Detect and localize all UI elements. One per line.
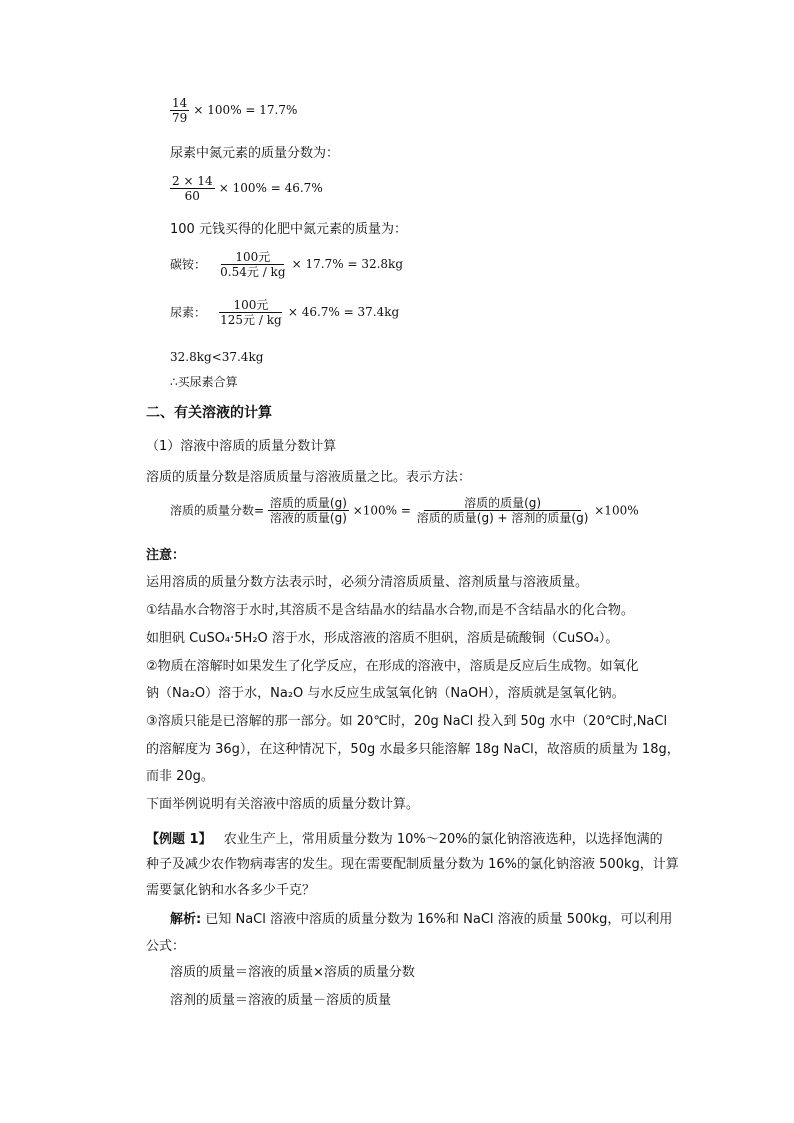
note-3-line-3: 而非 20g。	[146, 769, 214, 784]
mass-fraction-formula	[170, 496, 639, 525]
fraction-rest: × 100% = 17.7%	[193, 103, 298, 117]
fraction-numerator: 100元	[219, 298, 282, 313]
example-1-line-3: 需要氯化钠和水各多少千克？	[146, 883, 316, 898]
fraction-numerator: 14	[172, 96, 188, 110]
fraction-nitrogen-urea	[170, 174, 323, 203]
fraction-rest: × 17.7% = 32.8kg	[291, 257, 404, 271]
urea-heading: 尿素中氮元素的质量分数为：	[170, 146, 340, 161]
conclusion: ∴买尿素合算	[170, 375, 238, 389]
example-text: 农业生产上，常用质量分数为 10%～20%的氯化钠溶液选种，以选择饱满的	[223, 832, 663, 847]
subsection-title: （1）溶液中溶质的质量分数计算	[146, 439, 337, 454]
analysis-text: 已知 NaCl 溶液中溶质的质量分数为 16%和 NaCl 溶液的质量 500kg，可以利用	[205, 912, 673, 927]
fraction	[170, 174, 215, 203]
note-2-line-1: ②物质在溶解时如果发生了化学反应，在形成的溶液中，溶质是反应后生成物。如氧化	[146, 659, 639, 674]
fraction-numerator: 溶质的质量(g)	[269, 496, 347, 510]
fraction	[218, 298, 284, 327]
analysis-line-2: 公式：	[146, 939, 186, 954]
fraction-denominator: 0.54元 / kg	[220, 265, 286, 279]
comparison: 32.8kg<37.4kg	[170, 350, 264, 364]
fraction	[415, 496, 591, 525]
analysis-tag: 解析:	[170, 912, 202, 927]
fraction	[170, 96, 189, 125]
note-1-line-2: 如胆矾 CuSO₄·5H₂O 溶于水，形成溶液的溶质不胆矾，溶质是硫酸铜（CuSO₄）。	[146, 631, 619, 646]
fraction-rest: × 46.7% = 37.4kg	[287, 305, 400, 319]
fraction-denominator: 79	[172, 111, 188, 125]
ammonium-label: 碳铵：	[170, 257, 207, 272]
fraction-denominator: 125元 / kg	[220, 313, 282, 327]
example-1-line-2: 种子及减少农作物病毒害的发生。现在需要配制质量分数为 16%的氯化钠溶液 500kg，计算	[146, 857, 679, 872]
fraction-denominator: 溶液的质量(g)	[269, 511, 347, 525]
money-heading: 100 元钱买得的化肥中氮元素的质量为：	[170, 222, 407, 237]
section-title: 二、有关溶液的计算	[146, 405, 272, 421]
formula-mid: ×100% =	[352, 503, 411, 518]
note-title: 注意：	[146, 548, 186, 563]
note-3-line-2: 的溶解度为 36g），在这种情况下，50g 水最多只能溶解 18g NaCl，故溶质的质量为 18g，	[146, 742, 680, 757]
formula-solvent-mass: 溶剂的质量＝溶液的质量－溶质的质量	[170, 993, 392, 1008]
formula-label: 溶质的质量分数=	[170, 503, 265, 518]
ammonium-calc	[170, 250, 403, 279]
note-intro: 运用溶质的质量分数方法表示时，必须分清溶质质量、溶剂质量与溶液质量。	[146, 575, 589, 590]
fraction-nitrogen-ammonium	[170, 96, 297, 125]
fraction-denominator: 溶质的质量(g) + 溶剂的质量(g)	[416, 511, 589, 525]
formula-end: ×100%	[594, 503, 639, 518]
fraction	[218, 250, 287, 279]
fraction-numerator: 100元	[221, 250, 284, 265]
note-3-line-1: ③溶质只能是已溶解的那一部分。如 20℃时，20g NaCl 投入到 50g 水中（20℃时,NaCl	[146, 714, 668, 729]
analysis-line-1	[170, 912, 672, 928]
note-2-line-2: 钠（Na₂O）溶于水，Na₂O 与水反应生成氢氧化钠（NaOH），溶质就是氢氧化钠。	[146, 686, 625, 701]
example-intro: 下面举例说明有关溶液中溶质的质量分数计算。	[146, 797, 420, 812]
definition: 溶质的质量分数是溶质质量与溶液质量之比。表示方法：	[146, 470, 472, 485]
formula-solute-mass: 溶质的质量＝溶液的质量×溶质的质量分数	[170, 965, 415, 980]
note-1-line-1: ①结晶水合物溶于水时,其溶质不是含结晶水的结晶水合物,而是不含结晶水的化合物。	[146, 603, 634, 618]
urea-label: 尿素：	[170, 305, 207, 320]
fraction-numerator: 溶质的质量(g)	[424, 496, 581, 511]
urea-calc	[170, 298, 399, 327]
fraction-rest: × 100% = 46.7%	[218, 181, 323, 195]
fraction-numerator: 2 × 14	[172, 174, 213, 188]
example-1-line-1	[146, 832, 663, 848]
example-tag: 【例题 1】	[146, 832, 212, 847]
fraction	[268, 496, 349, 525]
fraction-denominator: 60	[184, 189, 200, 203]
